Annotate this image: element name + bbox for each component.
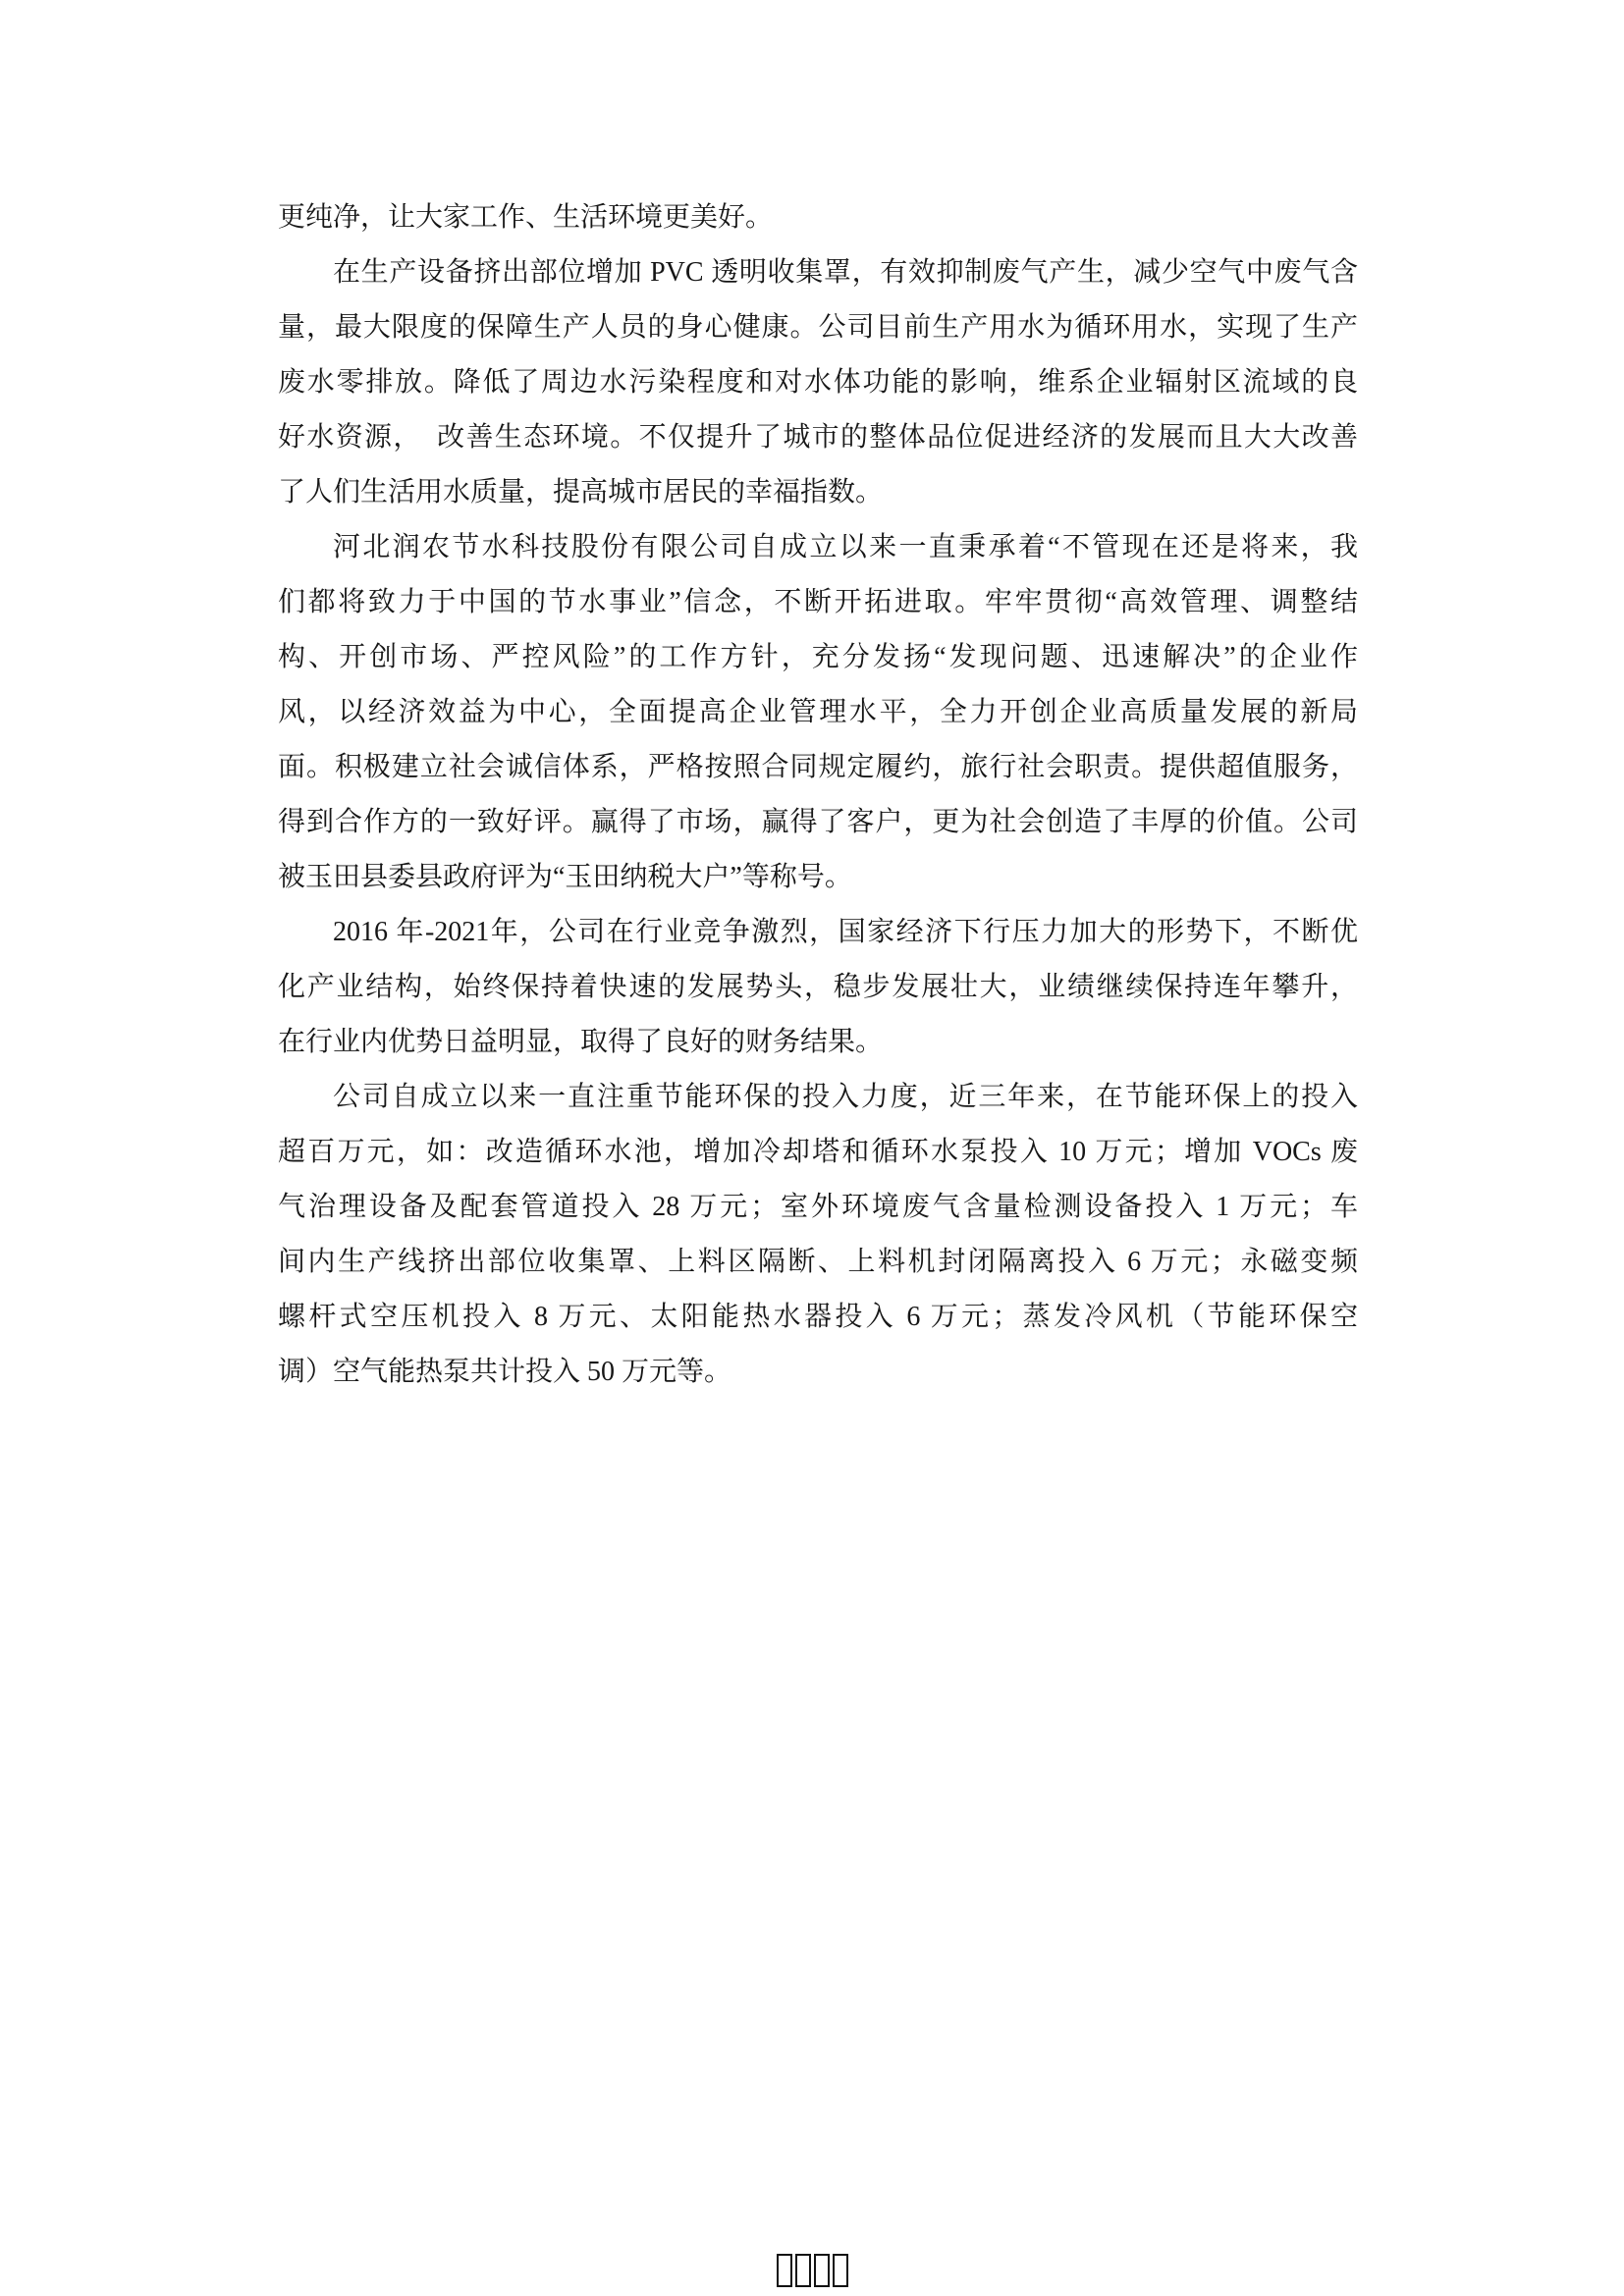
text-line: 气治理设备及配套管道投入 28 万元；室外环境废气含量检测设备投入 1 万元；车 <box>278 1192 1358 1222</box>
text-line: 废水零排放。降低了周边水污染程度和对水体功能的影响，维系企业辐射区流域的良 <box>278 367 1358 398</box>
text-line: 构、开创市场、严控风险”的工作方针，充分发扬“发现问题、迅速解决”的企业作 <box>278 642 1358 672</box>
text-line: 超百万元，如：改造循环水池，增加冷却塔和循环水泵投入 10 万元；增加 VOCs 废 <box>278 1137 1358 1167</box>
text-line: 了人们生活用水质量，提高城市居民的幸福指数。 <box>278 477 884 507</box>
text-line: 们都将致力于中国的节水事业”信念，不断开拓进取。牢牢贯彻“高效管理、调整结 <box>278 587 1358 617</box>
text-line: 好水资源， 改善生态环境。不仅提升了城市的整体品位促进经济的发展而且大大改善 <box>278 422 1358 453</box>
missing-glyph-box <box>777 2254 792 2287</box>
paragraph <box>278 520 1358 905</box>
paragraph <box>278 905 1358 1070</box>
text-line: 间内生产线挤出部位收集罩、上料区隔断、上料机封闭隔离投入 6 万元；永磁变频 <box>278 1247 1358 1277</box>
missing-glyph-box <box>814 2254 830 2287</box>
missing-glyph-box <box>795 2254 811 2287</box>
text-line: 面。积极建立社会诚信体系，严格按照合同规定履约，旅行社会职责。提供超值服务， <box>278 752 1358 782</box>
document-body <box>278 190 1358 1400</box>
page-footer <box>0 2254 1624 2287</box>
text-line: 量，最大限度的保障生产人员的身心健康。公司目前生产用水为循环用水，实现了生产 <box>278 312 1358 343</box>
paragraph <box>278 245 1358 520</box>
text-line: 在行业内优势日益明显，取得了良好的财务结果。 <box>278 1027 884 1057</box>
text-line: 公司自成立以来一直注重节能环保的投入力度，近三年来，在节能环保上的投入 <box>333 1082 1358 1112</box>
text-line: 化产业结构，始终保持着快速的发展势头，稳步发展壮大，业绩继续保持连年攀升， <box>278 972 1358 1002</box>
text-line: 河北润农节水科技股份有限公司自成立以来一直秉承着“不管现在还是将来，我 <box>333 532 1358 562</box>
text-line: 调）空气能热泵共计投入 50 万元等。 <box>278 1357 732 1387</box>
text-line: 更纯净，让大家工作、生活环境更美好。 <box>278 202 774 233</box>
text-line: 2016 年-2021年，公司在行业竞争激烈，国家经济下行压力加大的形势下，不断优 <box>333 917 1358 947</box>
paragraph <box>278 1070 1358 1400</box>
text-line: 得到合作方的一致好评。赢得了市场，赢得了客户，更为社会创造了丰厚的价值。公司 <box>278 807 1358 837</box>
paragraph <box>278 190 1358 245</box>
text-line: 风，以经济效益为中心，全面提高企业管理水平，全力开创企业高质量发展的新局 <box>278 697 1358 727</box>
missing-glyph-box <box>833 2254 848 2287</box>
text-line: 在生产设备挤出部位增加 PVC 透明收集罩，有效抑制废气产生，减少空气中废气含 <box>333 257 1358 288</box>
text-line: 螺杆式空压机投入 8 万元、太阳能热水器投入 6 万元；蒸发冷风机（节能环保空 <box>278 1302 1358 1332</box>
text-line: 被玉田县委县政府评为“玉田纳税大户”等称号。 <box>278 862 852 892</box>
